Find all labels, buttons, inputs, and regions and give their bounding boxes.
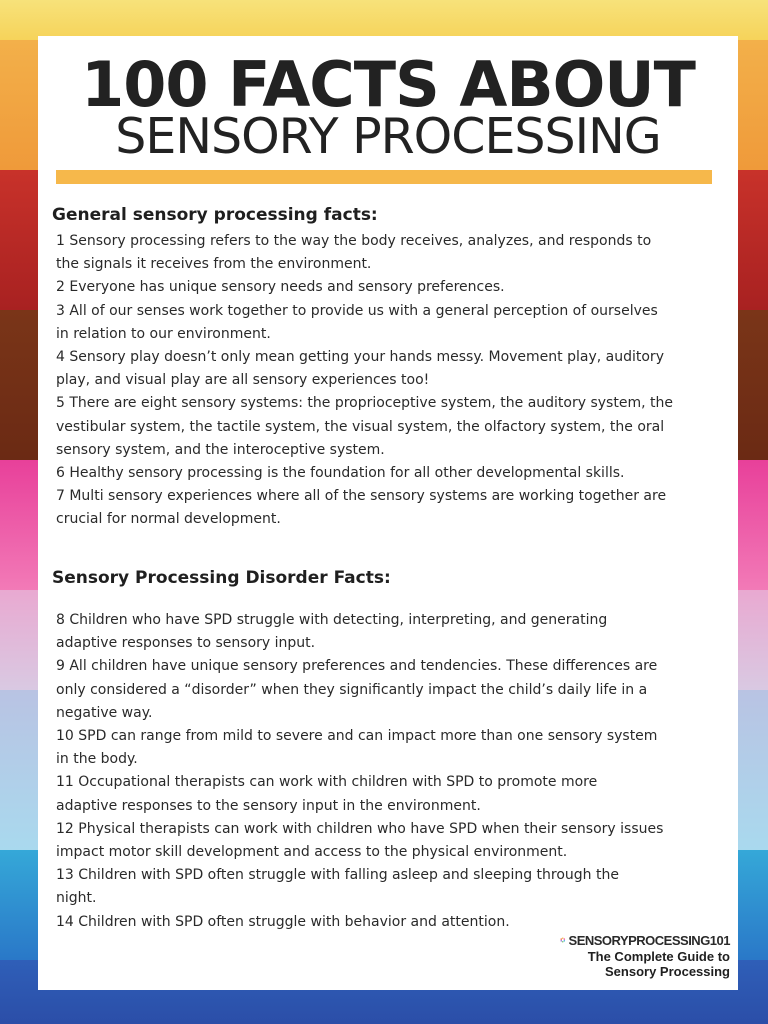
section-general (52, 204, 728, 532)
fact-line: 13 Children with SPD often struggle with falling asleep and sleeping through the (56, 867, 619, 884)
fact-line: 2 Everyone has unique sensory needs and sensory preferences. (56, 279, 505, 296)
page-title-line1: 100 FACTS ABOUT (81, 48, 695, 121)
fact-list (52, 609, 728, 934)
fact-line: play, and visual play are all sensory experiences too! (56, 372, 430, 389)
fact-list (52, 230, 728, 532)
brand-tagline-line2: Sensory Processing (605, 964, 730, 979)
fact-line: 5 There are eight sensory systems: the proprioceptive system, the auditory system, the (56, 395, 673, 412)
fact-line: 10 SPD can range from mild to severe and can impact more than one sensory system (56, 728, 658, 745)
fact-line: 6 Healthy sensory processing is the foundation for all other developmental skills. (56, 465, 625, 482)
fact-line: in the body. (56, 751, 138, 768)
fact-line: 7 Multi sensory experiences where all of the sensory systems are working together are (56, 488, 667, 505)
section-spd (52, 567, 728, 934)
fact-line: night. (56, 890, 97, 907)
fact-line: vestibular system, the tactile system, the visual system, the olfactory system, the oral (56, 418, 665, 435)
fact-line: crucial for normal development. (56, 511, 281, 528)
fact-line: sensory system, and the interoceptive system. (56, 441, 385, 458)
page-title-line2: SENSORY PROCESSING (115, 108, 661, 165)
fact-line: 3 All of our senses work together to provide us with a general perception of ourselves (56, 302, 658, 319)
fact-line: 8 Children who have SPD struggle with detecting, interpreting, and generating (56, 612, 608, 628)
fact-line: in relation to our environment. (56, 325, 271, 342)
fact-line: negative way. (56, 704, 153, 721)
fact-line: the signals it receives from the environment. (56, 256, 372, 273)
fact-line: 4 Sensory play doesn’t only mean getting your hands messy. Movement play, auditory (56, 349, 664, 366)
fact-line: impact motor skill development and access to the physical environment. (56, 844, 568, 861)
fact-line: 11 Occupational therapists can work with children with SPD to promote more (56, 774, 598, 791)
section-heading: Sensory Processing Disorder Facts: (52, 568, 391, 588)
fact-line: adaptive responses to the sensory input in the environment. (56, 797, 481, 814)
fact-line: 12 Physical therapists can work with children who have SPD when their sensory issues (56, 820, 664, 837)
fact-line: only considered a “disorder” when they significantly impact the child’s daily life in a (56, 681, 648, 698)
brand-logo (560, 931, 730, 979)
flower-dots-icon (560, 931, 566, 949)
brand-name: SENSORYPROCESSING101 (568, 932, 730, 948)
fact-line: 14 Children with SPD often struggle with behavior and attention. (56, 913, 510, 930)
fact-line: 1 Sensory processing refers to the way the body receives, analyzes, and responds to (56, 233, 652, 249)
fact-line: 9 All children have unique sensory preferences and tendencies. These differences are (56, 658, 658, 675)
fact-line: adaptive responses to sensory input. (56, 635, 316, 652)
content-panel (38, 36, 738, 990)
brand-tagline-line1: The Complete Guide to (587, 949, 730, 964)
title-divider (56, 170, 712, 184)
section-heading: General sensory processing facts: (52, 205, 378, 225)
